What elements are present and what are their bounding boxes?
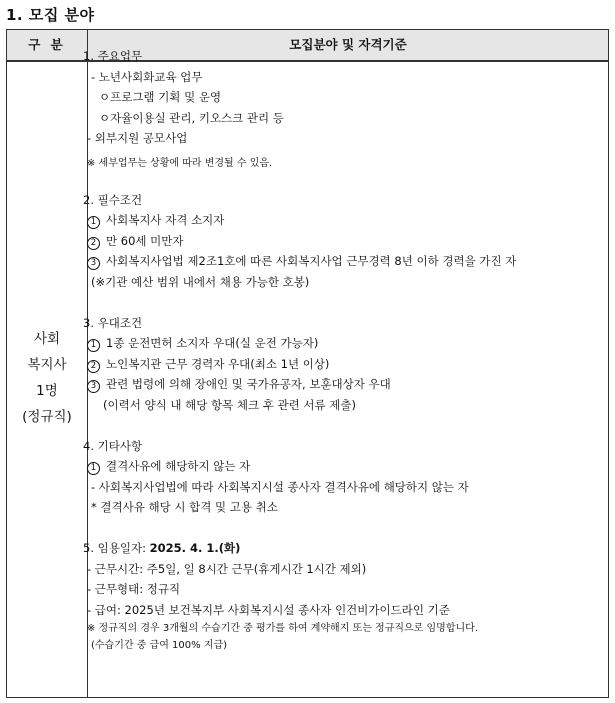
probation-note: ※ 정규직의 경우 3개월의 수습기간 중 평가를 하여 계약해지 또는 정규직으로 임명합니다.	[87, 623, 478, 634]
appointment-detail: - 급여: 2025년 보건복지부 사회복지시설 종사자 인건비가이드라인 기준	[87, 602, 450, 617]
position-line-2: 복지사	[27, 357, 67, 373]
required-item	[83, 210, 611, 231]
probation-pay-note: (수습기간 중 급여 100% 지급)	[91, 640, 228, 651]
position-cell	[7, 326, 87, 430]
preferred-item	[83, 333, 611, 354]
required-item-text: 사회복지사업법 제2조1호에 따른 사회복지사업 근무경력 8년 이하 경력을 가진 자	[106, 254, 517, 268]
preferred-title: 3. 우대조건	[83, 315, 143, 330]
circled-number: 3	[87, 257, 100, 270]
other-detail: - 사회복지사업법에 따라 사회복지시설 종사자 결격사유에 해당하지 않는 자	[91, 479, 469, 494]
preferred-item-text: 1종 운전면허 소지자 우대(실 운전 가능자)	[106, 336, 319, 350]
duties-title: 1. 주요업무	[83, 49, 143, 63]
position-line-1: 사회	[33, 331, 61, 347]
preferred-item	[83, 354, 611, 375]
section-title: 1. 모집 분야	[6, 6, 95, 24]
required-title: 2. 필수조건	[83, 192, 143, 207]
duties-note: ※ 세부업무는 상황에 따라 변경될 수 있음.	[87, 157, 273, 169]
duty-item: - 외부지원 공모사업	[87, 131, 188, 145]
required-item	[83, 251, 611, 272]
other-item	[83, 456, 611, 477]
required-note: (※기관 예산 범위 내에서 채용 가능한 호봉)	[91, 274, 310, 289]
other-item-text: 결격사유에 해당하지 않는 자	[106, 459, 251, 473]
duty-subitem: ㅇ자율이용실 관리, 키오스크 관리 등	[99, 110, 284, 125]
preferred-item	[83, 374, 611, 395]
header-category: 구 분	[7, 30, 88, 60]
circled-number: 1	[87, 462, 100, 475]
preferred-note: (이력서 양식 내 해당 항목 체크 후 관련 서류 제출)	[103, 397, 356, 412]
position-headcount: 1명	[36, 383, 58, 399]
required-item-text: 사회복지사 자격 소지자	[106, 213, 225, 227]
criteria-content	[83, 46, 611, 654]
other-detail: * 결격사유 해당 시 합격 및 고용 취소	[91, 500, 278, 514]
duty-subitem: ㅇ프로그램 기획 및 운영	[99, 90, 222, 104]
preferred-item-text: 관련 법령에 의해 장애인 및 국가유공자, 보훈대상자 우대	[106, 377, 391, 391]
circled-number: 1	[87, 216, 100, 229]
required-item	[83, 231, 611, 252]
preferred-item-text: 노인복지관 근무 경력자 우대(최소 1년 이상)	[106, 356, 330, 371]
header-criteria: 모집분야 및 자격기준	[289, 37, 407, 52]
circled-number: 2	[87, 237, 100, 250]
circled-number: 2	[87, 360, 100, 373]
appointment-label: 5. 임용일자:	[83, 541, 150, 555]
other-title: 4. 기타사항	[83, 438, 143, 453]
appointment-detail: - 근무시간: 주5일, 일 8시간 근무(휴게시간 1시간 제외)	[87, 561, 367, 576]
circled-number: 3	[87, 380, 100, 393]
appointment-title	[83, 538, 611, 559]
circled-number: 1	[87, 339, 100, 352]
required-item-text: 만 60세 미만자	[106, 233, 184, 248]
duty-item: - 노년사회화교육 업무	[91, 69, 203, 84]
appointment-detail: - 근무형태: 정규직	[87, 582, 181, 596]
appointment-date: 2025. 4. 1.(화)	[149, 541, 241, 555]
position-type: (정규직)	[22, 409, 72, 425]
